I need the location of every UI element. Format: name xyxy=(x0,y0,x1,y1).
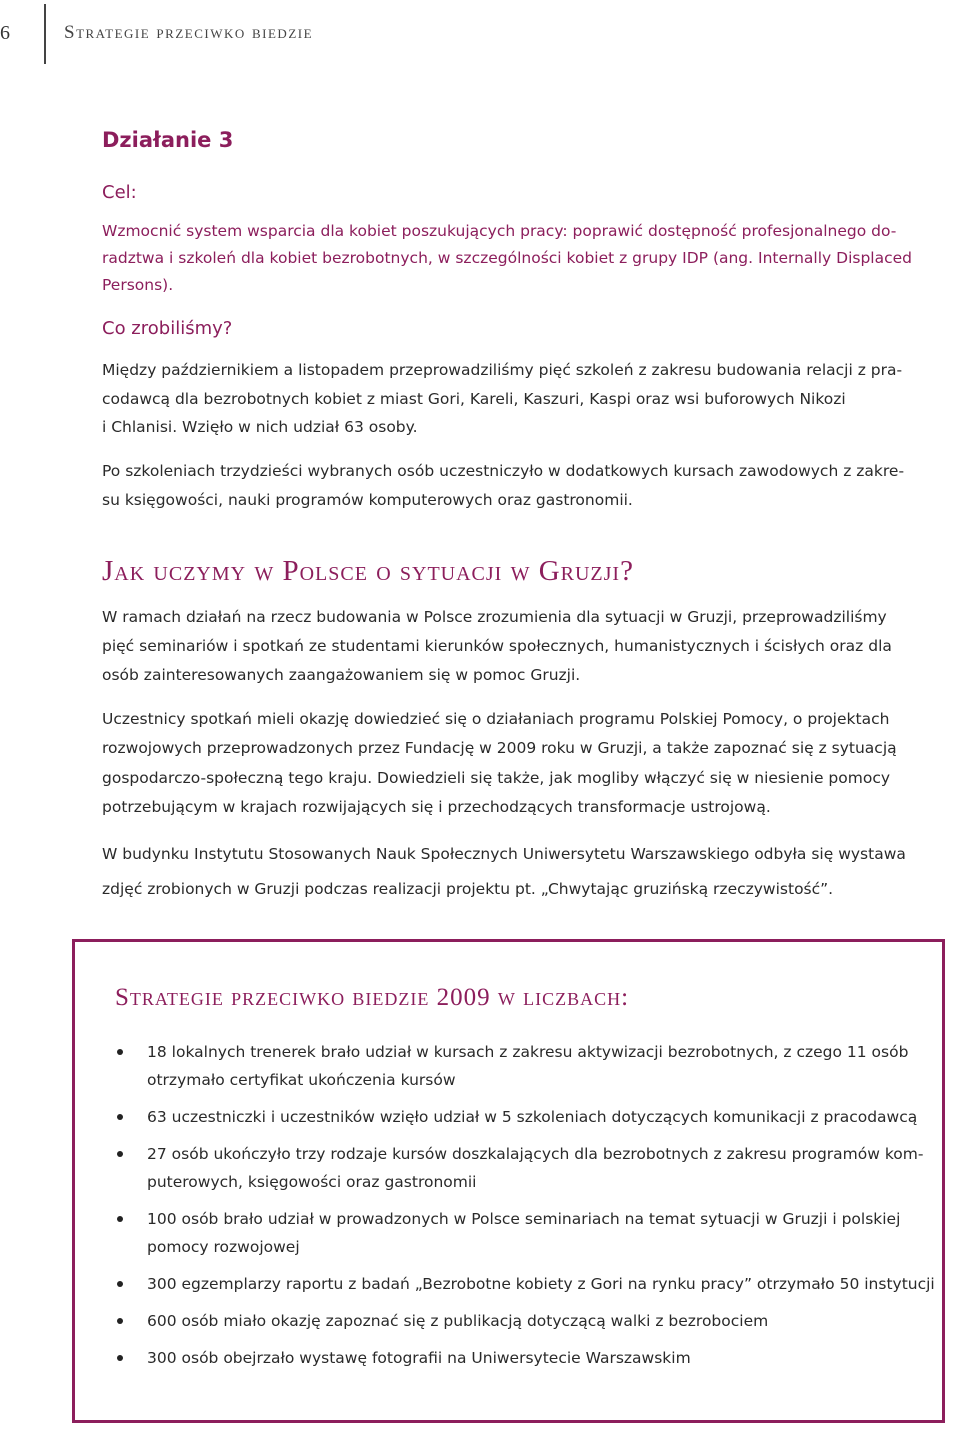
stats-list-item xyxy=(115,1205,945,1261)
goal-line: Persons). xyxy=(102,276,174,294)
stats-item-line: 600 osób miało okazję zapoznać się z publikacją dotyczącą walki z bezrobociem xyxy=(147,1312,769,1330)
text-line: pięć seminariów i spotkań ze studentami kierunków społecznych, humanistycznych i ścisłych oraz dla xyxy=(102,637,892,655)
text-line: Po szkoleniach trzydzieści wybranych osób uczestniczyło w dodatkowych kursach zawodowych z zakre- xyxy=(102,462,905,480)
stats-item-line: pomocy rozwojowej xyxy=(147,1238,300,1256)
goal-line: Wzmocnić system wsparcia dla kobiet poszukujących pracy: poprawić dostępność profesjonalnego do- xyxy=(102,222,897,240)
stats-list-item xyxy=(115,1270,945,1298)
running-title: Strategie przeciwko biedzie xyxy=(64,22,314,43)
text-line: gospodarczo-społeczną tego kraju. Dowiedzieli się także, jak mogliby włączyć się w niesienie pomocy xyxy=(102,768,891,787)
text-line: i Chlanisi. Wzięło w nich udział 63 osoby. xyxy=(102,418,418,436)
bullet-icon xyxy=(117,1151,123,1157)
stats-item-line: 300 osób obejrzało wystawę fotografii na Uniwersytecie Warszawskim xyxy=(147,1349,691,1367)
bullet-icon xyxy=(117,1216,123,1222)
text-line: Uczestnicy spotkań mieli okazję dowiedzieć się o działaniach programu Polskiej Pomocy, o projektach xyxy=(102,710,890,728)
text-line: Między październikiem a listopadem przeprowadziliśmy pięć szkoleń z zakresu budowania relacji z pra- xyxy=(102,361,903,379)
stats-item-line: 27 osób ukończyło trzy rodzaje kursów doszkalających dla bezrobotnych z zakresu programów kom- xyxy=(147,1145,924,1163)
paragraph-exhibition xyxy=(102,837,906,907)
text-line: osób zainteresowanych zaangażowaniem się w pomoc Gruzji. xyxy=(102,666,581,684)
paragraph-seminars xyxy=(102,603,902,690)
done-heading: Co zrobiliśmy? xyxy=(102,318,233,339)
text-line: W ramach działań na rzecz budowania w Polsce zrozumienia dla sytuacji w Gruzji, przeprowadziliśmy xyxy=(102,608,887,626)
stats-list xyxy=(115,1038,945,1381)
page-number: 6 xyxy=(0,22,10,44)
stats-list-item xyxy=(115,1038,945,1094)
stats-item-line: 18 lokalnych trenerek brało udział w kursach z zakresu aktywizacji bezrobotnych, z czego 11 osób xyxy=(147,1043,909,1061)
header-divider xyxy=(44,4,46,64)
stats-item-line: 300 egzemplarzy raportu z badań „Bezrobotne kobiety z Gori na rynku pracy” otrzymało 50 instytucji xyxy=(147,1275,935,1293)
text-line: zdjęć zrobionych w Gruzji podczas realizacji projektu pt. „Chwytając gruzińską rzeczywistość”. xyxy=(102,880,834,898)
text-line: W budynku Instytutu Stosowanych Nauk Społecznych Uniwersytetu Warszawskiego odbyła się wystawa xyxy=(102,845,906,863)
stats-item-line: otrzymało certyfikat ukończenia kursów xyxy=(147,1071,456,1089)
bullet-icon xyxy=(117,1281,123,1287)
stats-box xyxy=(72,939,945,1423)
goal-line: radztwa i szkoleń dla kobiet bezrobotnych, w szczególności kobiet z grupy IDP (ang. Internally Displaced xyxy=(102,249,913,267)
stats-list-item xyxy=(115,1103,945,1131)
text-line: su księgowości, nauki programów komputerowych oraz gastronomii. xyxy=(102,491,633,509)
stats-item-line: 63 uczestniczki i uczestników wzięło udział w 5 szkoleniach dotyczących komunikacji z pracodawcą xyxy=(147,1108,918,1126)
bullet-icon xyxy=(117,1355,123,1361)
stats-box-title: Strategie przeciwko biedzie 2009 w liczbach: xyxy=(115,984,630,1011)
stats-item-line: puterowych, księgowości oraz gastronomii xyxy=(147,1173,477,1191)
text-line: rozwojowych przeprowadzonych przez Fundację w 2009 roku w Gruzji, a także zapoznać się z sytuacją xyxy=(102,739,897,758)
stats-list-item xyxy=(115,1307,945,1335)
action-title: Działanie 3 xyxy=(102,128,234,152)
paragraph-trainings xyxy=(102,356,902,442)
text-line: codawcą dla bezrobotnych kobiet z miast Gori, Kareli, Kaszuri, Kaspi oraz wsi buforowych Nikozi xyxy=(102,389,846,408)
stats-item-line: 100 osób brało udział w prowadzonych w Polsce seminariach na temat sytuacji w Gruzji i polskiej xyxy=(147,1210,901,1228)
bullet-icon xyxy=(117,1049,123,1055)
bullet-icon xyxy=(117,1318,123,1324)
goal-heading: Cel: xyxy=(102,182,137,203)
paragraph-participants xyxy=(102,705,902,822)
text-line: potrzebującym w krajach rozwijających się i przechodzących transformacje ustrojową. xyxy=(102,797,771,816)
stats-list-item xyxy=(115,1140,945,1196)
bullet-icon xyxy=(117,1114,123,1120)
goal-paragraph xyxy=(102,218,913,299)
stats-list-item xyxy=(115,1344,945,1372)
section-title: Jak uczymy w Polsce o sytuacji w Gruzji? xyxy=(102,555,634,587)
paragraph-courses xyxy=(102,457,905,515)
